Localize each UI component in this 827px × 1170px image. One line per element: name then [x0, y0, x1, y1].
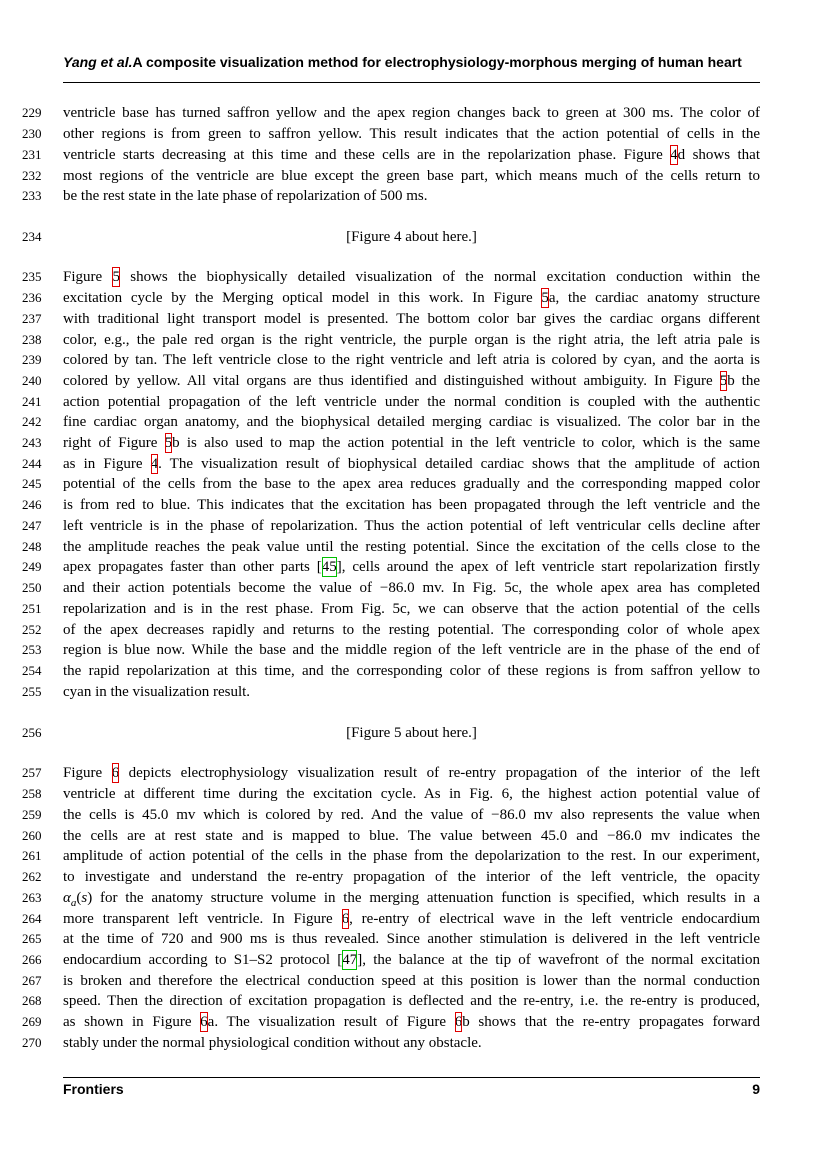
figure-link[interactable]: 6 [111, 765, 120, 781]
line-number: 234 [22, 229, 42, 244]
math-symbol: α [63, 890, 71, 906]
line-number: 254 [22, 663, 42, 678]
line-number: 249 [22, 559, 42, 574]
line-text [63, 1033, 760, 1053]
text-run: as shown in Figure [63, 1014, 201, 1030]
text-line [0, 620, 827, 640]
text-run: more transparent left ventricle. In Figure [63, 911, 342, 927]
text-line [0, 124, 827, 144]
line-number: 242 [22, 414, 42, 429]
line-text [63, 537, 760, 557]
line-text [63, 599, 760, 619]
text-line [0, 433, 827, 453]
line-number: 246 [22, 497, 42, 512]
text-line [0, 826, 827, 846]
text-line [0, 682, 827, 702]
header-rule [63, 82, 760, 83]
text-run: cyan in the visualization result. [63, 684, 251, 700]
figure-link[interactable]: 6 [341, 911, 350, 927]
running-header [63, 54, 803, 70]
line-number: 256 [22, 725, 42, 740]
text-line [0, 805, 827, 825]
text-run: [Figure 5 about here.] [346, 725, 477, 741]
line-number: 252 [22, 622, 42, 637]
line-text [63, 826, 760, 846]
math-symbol: a [70, 897, 77, 909]
figure-link[interactable]: 5 [112, 269, 120, 285]
line-number: 236 [22, 290, 42, 305]
text-run: d shows that [677, 147, 760, 163]
line-number: 229 [22, 105, 42, 120]
line-text [63, 620, 760, 640]
line-text [63, 371, 760, 391]
text-line [0, 846, 827, 866]
text-run: is broken and therefore the electrical conduction speed at this position is lower than the normal conduction [63, 973, 760, 989]
line-text [63, 103, 760, 123]
footer-rule [63, 1077, 760, 1078]
text-run: Figure [63, 269, 113, 285]
line-number: 250 [22, 580, 42, 595]
figure-link[interactable]: 4 [670, 147, 678, 163]
line-number: 259 [22, 807, 42, 822]
text-line [0, 599, 827, 619]
citation-link[interactable]: 45 [321, 559, 337, 575]
text-run: the rapid repolarization at this time, and the corresponding color of these regions is from saffron yellow to [63, 663, 760, 679]
text-run: most regions of the ventricle are blue except the green base part, which means much of the cells return to [63, 168, 760, 184]
text-line [0, 267, 827, 287]
line-number: 262 [22, 869, 42, 884]
text-line [0, 537, 827, 557]
text-line [0, 929, 827, 949]
line-number: 258 [22, 786, 42, 801]
line-number: 244 [22, 456, 42, 471]
text-run: ) for the anatomy structure volume in the merging attenuation function is specified, which results in a [87, 890, 760, 906]
text-run: [Figure 4 about here.] [346, 229, 477, 245]
text-run: b the [727, 373, 761, 389]
text-line [0, 867, 827, 887]
line-text [63, 166, 760, 186]
line-number: 231 [22, 147, 42, 162]
line-text [63, 330, 760, 350]
text-run: at the time of 720 and 900 ms is thus revealed. Since another stimulation is delivered in the left ventricle [63, 931, 760, 947]
text-line [0, 392, 827, 412]
text-run: depicts electrophysiology visualization result of re-entry propagation of the interior of the left [119, 765, 760, 781]
text-run: amplitude of action potential of the cells in the phase from the depolarization to the rest. In our experiment, [63, 848, 760, 864]
line-text [63, 267, 760, 287]
line-text [63, 909, 760, 929]
text-line [0, 145, 827, 165]
text-run: and their action potentials become the value of −86.0 mv. In Fig. 5c, the whole apex area has completed [63, 580, 760, 596]
line-number: 264 [22, 911, 42, 926]
line-text [63, 971, 760, 991]
line-number: 253 [22, 642, 42, 657]
line-number: 260 [22, 828, 42, 843]
line-number: 248 [22, 539, 42, 554]
text-line [0, 723, 827, 743]
text-line [0, 763, 827, 783]
line-text [63, 784, 760, 804]
math-symbol: s [81, 890, 88, 906]
text-run: region is blue now. While the base and the middle region of the left ventricle are in the phase of the end of [63, 642, 760, 658]
text-line [0, 557, 827, 577]
header-title: A composite visualization method for electrophysiology-morphous merging of human heart [132, 54, 742, 70]
text-line [0, 784, 827, 804]
line-text [63, 309, 760, 329]
footer-journal: Frontiers [63, 1081, 124, 1097]
text-run: potential of the cells from the base to the apex area reduces gradually and the corresponding mapped color [63, 476, 760, 492]
figure-placeholder [63, 723, 760, 743]
text-run: is from red to blue. This indicates that the excitation has been propagated through the left ventricle and the [63, 497, 760, 513]
text-line [0, 909, 827, 929]
text-run: with traditional light transport model is presented. The bottom color bar gives the cardiac organs different [63, 311, 760, 327]
text-line [0, 309, 827, 329]
line-number: 255 [22, 684, 42, 699]
text-line [0, 288, 827, 308]
figure-link[interactable]: 6 [200, 1014, 208, 1030]
line-text [63, 454, 760, 474]
text-line [0, 350, 827, 370]
line-text [63, 991, 760, 1011]
text-line [0, 991, 827, 1011]
text-run: shows the biophysically detailed visualization of the normal excitation conduction within the [119, 269, 760, 285]
line-text [63, 867, 760, 887]
text-run: stably under the normal physiological condition without any obstacle. [63, 1035, 482, 1051]
text-run: the cells are at rest state and is mapped to blue. The value between 45.0 and −86.0 mv indicates the [63, 828, 760, 844]
text-run: repolarization and is in the rest phase. From Fig. 5c, we can observe that the action potential of the cells [63, 601, 760, 617]
figure-link[interactable]: 6 [454, 1014, 463, 1030]
line-text [63, 412, 760, 432]
text-run: Figure [63, 765, 112, 781]
text-run: ( [76, 890, 82, 906]
page-number: 9 [752, 1081, 760, 1097]
text-line [0, 661, 827, 681]
text-run: as in Figure [63, 456, 151, 472]
line-number: 265 [22, 931, 42, 946]
text-run: b is also used to map the action potential in the left ventricle to color, which is the same [172, 435, 760, 451]
text-run: ], cells around the apex of left ventricle start repolarization firstly [336, 559, 760, 575]
line-text [63, 350, 760, 370]
figure-link[interactable]: 4 [150, 456, 159, 472]
line-text [63, 145, 760, 165]
line-number: 270 [22, 1035, 42, 1050]
line-text [63, 516, 760, 536]
line-text [63, 929, 760, 949]
line-number: 267 [22, 973, 42, 988]
text-line [0, 1033, 827, 1053]
text-line [0, 166, 827, 186]
line-number: 243 [22, 435, 42, 450]
citation-link[interactable]: 47 [342, 952, 358, 968]
line-number: 251 [22, 601, 42, 616]
line-text [63, 557, 760, 577]
text-run: a, the cardiac anatomy structure [548, 290, 761, 306]
text-run: , re-entry of electrical wave in the left ventricle endocardium [349, 911, 760, 927]
line-number: 257 [22, 765, 42, 780]
text-run: . The visualization result of biophysical detailed cardiac shows that the amplitude of action [158, 456, 760, 472]
figure-link[interactable]: 5 [719, 373, 728, 389]
line-number: 233 [22, 188, 42, 203]
text-run: color, e.g., the pale red organ is the right ventricle, the purple organ is the right atria, the left atria pale is [63, 332, 760, 348]
line-text [63, 950, 760, 970]
text-run: a. The visualization result of Figure [207, 1014, 455, 1030]
line-text [63, 661, 760, 681]
line-number: 269 [22, 1014, 42, 1029]
text-line [0, 454, 827, 474]
line-text [63, 1012, 760, 1032]
text-run: other regions is from green to saffron yellow. This result indicates that the action potential of cells in the [63, 126, 760, 142]
text-run: ventricle base has turned saffron yellow and the apex region changes back to green at 300 ms. The color of [63, 105, 760, 121]
text-line [0, 330, 827, 350]
line-number: 263 [22, 890, 42, 905]
text-run: fine cardiac organ anatomy, and the biophysical detailed merging cardiac is visualized. The color bar in the [63, 414, 760, 430]
text-run: to investigate and understand the re-entry propagation of the interior of the left ventricle, the opacity [63, 869, 760, 885]
line-number: 245 [22, 476, 42, 491]
line-number: 232 [22, 168, 42, 183]
line-text [63, 495, 760, 515]
text-run: the amplitude reaches the peak value until the resting potential. Since the excitation of the cells close to the [63, 539, 760, 555]
line-text [63, 392, 760, 412]
text-line [0, 474, 827, 494]
text-line [0, 888, 827, 908]
text-line [0, 971, 827, 991]
text-run: colored by yellow. All vital organs are thus identified and distinguished without ambiguity. In Figure [63, 373, 720, 389]
text-run: excitation cycle by the Merging optical model in this work. In Figure [63, 290, 542, 306]
text-run: right of Figure [63, 435, 165, 451]
line-text [63, 763, 760, 783]
line-number: 235 [22, 269, 42, 284]
text-run: left ventricle is in the phase of repolarization. Thus the action potential of left ventricular cells decline after [63, 518, 760, 534]
text-line [0, 495, 827, 515]
text-line [0, 516, 827, 536]
text-line [0, 412, 827, 432]
text-run: of the apex decreases rapidly and returns to the resting potential. The corresponding color of whole apex [63, 622, 760, 638]
text-line [0, 578, 827, 598]
text-line [0, 950, 827, 970]
line-number: 261 [22, 848, 42, 863]
text-run: b shows that the re-entry propagates forward [462, 1014, 761, 1030]
line-text [63, 433, 760, 453]
text-run: be the rest state in the late phase of repolarization of 500 ms. [63, 188, 428, 204]
figure-link[interactable]: 5 [164, 435, 173, 451]
line-text [63, 805, 760, 825]
line-number: 240 [22, 373, 42, 388]
text-run: ventricle at different time during the excitation cycle. As in Fig. 6, the highest action potential value of [63, 786, 760, 802]
text-run: the cells is 45.0 mv which is colored by red. And the value of −86.0 mv also represents the value when [63, 807, 760, 823]
figure-link[interactable]: 5 [541, 290, 549, 306]
text-run: endocardium according to S1–S2 protocol [ [63, 952, 343, 968]
line-number: 230 [22, 126, 42, 141]
header-authors: Yang et al. [63, 54, 133, 70]
line-text [63, 288, 760, 308]
line-text [63, 124, 760, 144]
text-run: apex propagates faster than other parts [ [63, 559, 322, 575]
line-number: 237 [22, 311, 42, 326]
line-number: 268 [22, 993, 42, 1008]
line-text [63, 474, 760, 494]
text-run: speed. Then the direction of excitation propagation is deflected and the re-entry, i.e. the re-entry is produced, [63, 993, 760, 1009]
text-line [0, 371, 827, 391]
line-text [63, 578, 760, 598]
line-text [63, 186, 760, 206]
figure-placeholder [63, 227, 760, 247]
text-line [0, 103, 827, 123]
text-line [0, 186, 827, 206]
text-run: colored by tan. The left ventricle close to the right ventricle and left atria is colored by cyan, and the aorta is [63, 352, 760, 368]
line-number: 238 [22, 332, 42, 347]
line-number: 241 [22, 394, 42, 409]
line-number: 247 [22, 518, 42, 533]
line-text [63, 682, 760, 702]
text-run: action potential propagation of the left ventricle under the normal condition is coupled with the authentic [63, 394, 760, 410]
line-text [63, 640, 760, 660]
text-line [0, 227, 827, 247]
line-text [63, 846, 760, 866]
text-line [0, 1012, 827, 1032]
text-run: ], the balance at the tip of wavefront of the normal excitation [357, 952, 760, 968]
text-line [0, 640, 827, 660]
line-number: 239 [22, 352, 42, 367]
text-run: ventricle starts decreasing at this time and these cells are in the repolarization phase. Figure [63, 147, 671, 163]
line-number: 266 [22, 952, 42, 967]
